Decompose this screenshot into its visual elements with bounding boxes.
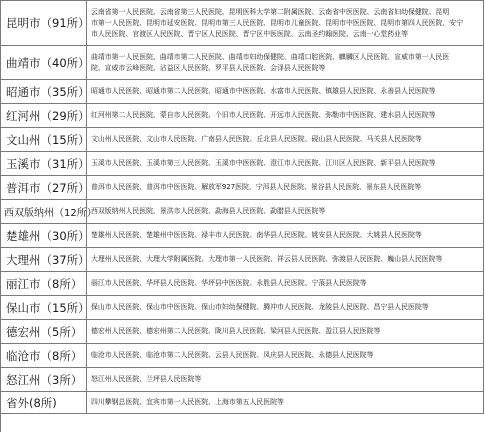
hospital-list-cell bbox=[87, 392, 484, 413]
region-cell: 德宏州（5所） bbox=[1, 320, 87, 343]
table-row bbox=[1, 1, 484, 46]
table-row bbox=[1, 176, 484, 200]
table-row bbox=[1, 224, 484, 248]
hospital-list-line: 保山市人民医院、保山市中医医院、保山市妇幼保健院、腾冲市人民医院、龙陵县人民医院、昌宁县人民医院等 bbox=[91, 303, 429, 311]
region-cell: 丽江市（8所） bbox=[1, 272, 87, 295]
hospital-list-cell bbox=[87, 152, 484, 175]
hospital-list-line: 德宏州人民医院、德宏州第二人民医院、陇川县人民医院、梁河县人民医院、盈江县人民医院等 bbox=[91, 327, 381, 335]
hospital-list-cell bbox=[87, 176, 484, 199]
hospital-list-line: 玉溪市人民医院、玉溪市第三人民医院、玉溪市中医医院、澄江市人民医院、江川区人民医院、新平县人民医院等 bbox=[91, 159, 436, 167]
region-cell: 保山市（15所） bbox=[1, 296, 87, 319]
region-cell: 文山州（15所） bbox=[1, 128, 87, 151]
table-row bbox=[1, 152, 484, 176]
hospital-list-cell bbox=[87, 128, 484, 151]
table-row bbox=[1, 80, 484, 104]
hospital-list-line: 西双版纳州人民医院、景洪市人民医院、勐海县人民医院、勐腊县人民医院等 bbox=[91, 207, 326, 215]
hospital-list-line: 楚雄州人民医院、楚雄州中医医院、禄丰市人民医院、南华县人民医院、姚安县人民医院、大姚县人民医院等 bbox=[91, 231, 422, 239]
hospital-list-cell bbox=[87, 46, 484, 79]
region-cell: 楚雄州（30所） bbox=[1, 224, 87, 247]
table-row bbox=[1, 104, 484, 128]
region-cell: 昆明市（91所） bbox=[1, 1, 87, 45]
hospital-list-cell bbox=[87, 1, 484, 45]
table-row bbox=[1, 320, 484, 344]
hospital-list-cell bbox=[87, 368, 484, 391]
region-cell: 西双版纳州（12所） bbox=[1, 200, 87, 223]
table-row bbox=[1, 46, 484, 80]
hospital-list-cell bbox=[87, 224, 484, 247]
region-cell: 怒江州（3所） bbox=[1, 368, 87, 391]
hospital-list-cell bbox=[87, 104, 484, 127]
hospital-list-cell bbox=[87, 320, 484, 343]
hospital-list-line: 怒江州人民医院、兰坪县人民医院等 bbox=[91, 375, 202, 383]
table-row bbox=[1, 272, 484, 296]
table-row bbox=[1, 248, 484, 272]
hospital-list-cell bbox=[87, 272, 484, 295]
hospital-list-line: 院、宣威市云峰医院、沾益区人民医院、罗平县人民医院、会泽县人民医院等 bbox=[91, 63, 326, 72]
hospital-list-cell bbox=[87, 80, 484, 103]
region-cell: 大理州（37所） bbox=[1, 248, 87, 271]
hospital-list-line: 云南省第一人民医院、云南省第三人民医院、昆明医科大学第二附属医院、云南省中医医院、云南省妇幼保健院、昆明 bbox=[91, 7, 450, 16]
hospital-list-line: 文山州人民医院、文山市人民医院、广南县人民医院、丘北县人民医院、砚山县人民医院、马关县人民医院等 bbox=[91, 135, 422, 143]
hospital-list-line: 市人民医院、官渡区人民医院、晋宁区人民医院、晋宁区中医医院、云南圣约翰医院、云南一心堂药业等 bbox=[91, 29, 408, 38]
hospital-list-line: 四川攀钢总医院、宜宾市第一人民医院、上海市第五人民医院等 bbox=[91, 398, 284, 406]
hospital-list-line: 临沧市人民医院、临沧市第二人民医院、云县人民医院、凤庆县人民医院、永德县人民医院等 bbox=[91, 351, 374, 359]
table-row bbox=[1, 368, 484, 392]
hospital-list-cell bbox=[87, 248, 484, 271]
region-cell: 红河州（29所） bbox=[1, 104, 87, 127]
hospital-list-line: 昭通市人民医院、昭通市第二人民医院、昭通市中医医院、水富市人民医院、镇雄县人民医院、永善县人民医院等 bbox=[91, 87, 436, 95]
region-cell: 昭通市（35所） bbox=[1, 80, 87, 103]
region-cell: 临沧市（8所） bbox=[1, 344, 87, 367]
table-row bbox=[1, 344, 484, 368]
hospital-list-cell bbox=[87, 200, 484, 223]
hospital-list-line: 红河州第二人民医院、蒙自市人民医院、个旧市人民医院、开远市人民医院、弥勒市中医医院、建水县人民医院等 bbox=[91, 111, 436, 119]
region-cell: 普洱市（27所） bbox=[1, 176, 87, 199]
hospital-list-line: 大理州人民医院、大理大学附属医院、大理市第一人民医院、祥云县人民医院、弥渡县人民医院、巍山县人民医院等 bbox=[91, 255, 443, 263]
table-row bbox=[1, 128, 484, 152]
hospital-list-cell bbox=[87, 296, 484, 319]
table-row bbox=[1, 392, 484, 414]
hospital-list-cell bbox=[87, 344, 484, 367]
hospital-list-line: 市第一人民医院、昆明市延安医院、昆明市第三人民医院、昆明市儿童医院、昆明市中医医院、昆明市第四人民医院、安宁 bbox=[91, 18, 464, 27]
table-row bbox=[1, 296, 484, 320]
hospital-list-line: 普洱市人民医院、普洱市中医医院、解放军927医院、宁洱县人民医院、景谷县人民医院、景东县人民医院等 bbox=[91, 183, 422, 191]
hospital-list-line: 丽江市人民医院、华坪县人民医院、华坪县中医医院、永胜县人民医院、宁蒗县人民医院等 bbox=[91, 279, 367, 287]
region-cell: 曲靖市（40所） bbox=[1, 46, 87, 79]
region-cell: 省外(8所) bbox=[1, 392, 87, 413]
region-cell: 玉溪市（31所） bbox=[1, 152, 87, 175]
hospital-list-line: 曲靖市第一人民医院、曲靖市第二人民医院、曲靖市妇幼保健院、曲靖口腔医院、麒麟区人民医院、宣威市第一人民医 bbox=[91, 52, 450, 61]
table-row bbox=[1, 200, 484, 224]
